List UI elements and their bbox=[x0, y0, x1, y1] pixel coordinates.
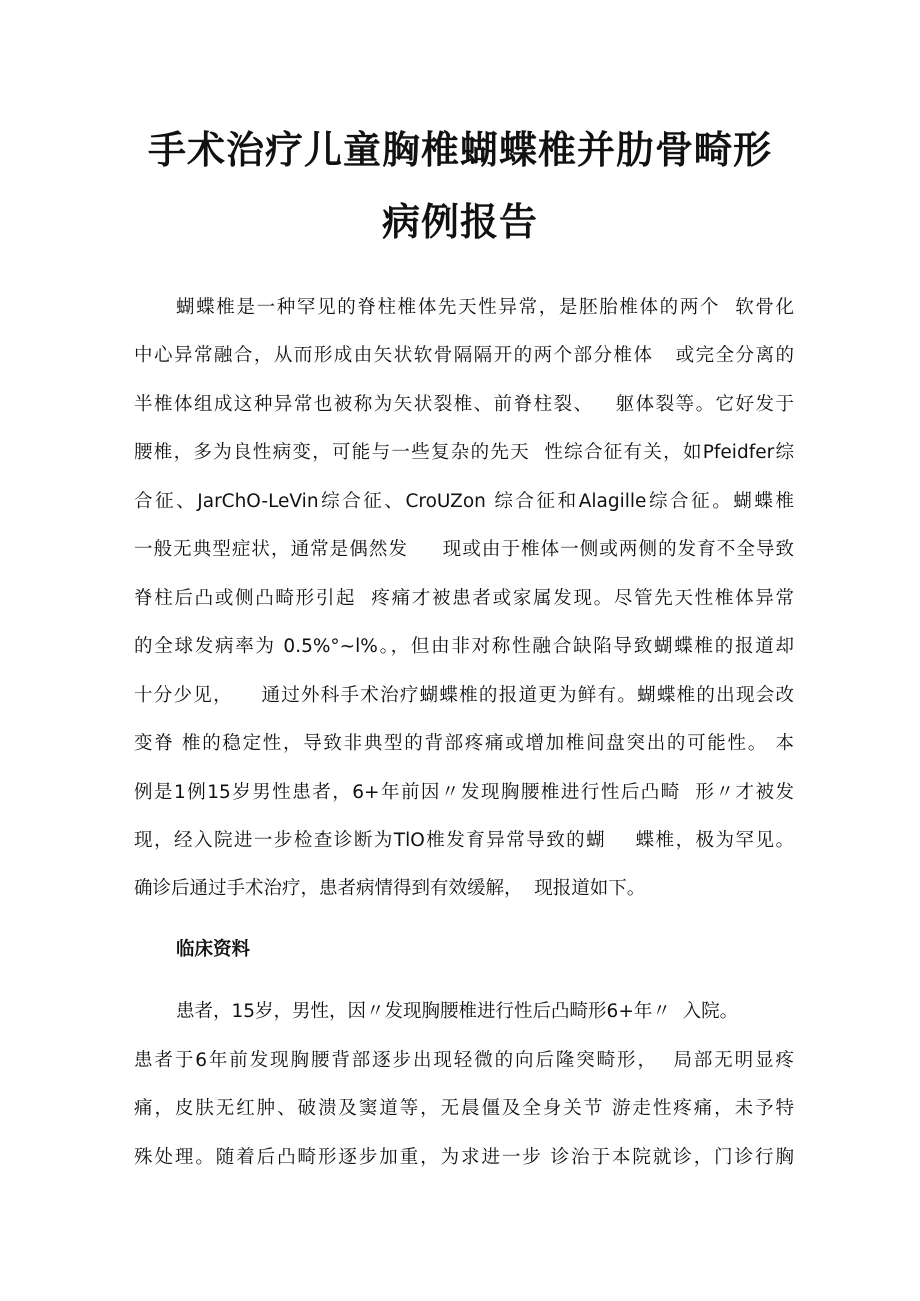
paragraph-line: 现，经入院进一步检查诊断为TlO椎发育异常导致的蝴 蝶椎，极为罕见。 bbox=[134, 830, 794, 851]
paragraph-line: 确诊后通过手术治疗，患者病情得到有效缓解， 现报道如下。 bbox=[134, 878, 646, 899]
paragraph-line: 殊处理。随着后凸畸形逐步加重，为求进一步 诊治于本院就诊，门诊行胸 bbox=[134, 1147, 794, 1168]
document-title-line-1: 手术治疗儿童胸椎蝴蝶椎并肋骨畸形 bbox=[147, 128, 772, 172]
paragraph-line: 例是1例15岁男性患者，6+年前因〃发现胸腰椎进行性后凸畸 形〃才被发 bbox=[134, 782, 794, 803]
paragraph-line: 腰椎，多为良性病变，可能与一些复杂的先天 性综合征有关，如Pfeidfer综 bbox=[134, 442, 794, 463]
paragraph-line: 半椎体组成这种异常也被称为矢状裂椎、前脊柱裂、 躯体裂等。它好发于 bbox=[134, 394, 794, 415]
paragraph-line: 蝴蝶椎是一种罕见的脊柱椎体先天性异常，是胚胎椎体的两个 软骨化 bbox=[176, 297, 794, 318]
paragraph-line: 中心异常融合，从而形成由矢状软骨隔隔开的两个部分椎体 或完全分离的 bbox=[134, 345, 794, 366]
document-title-line-2: 病例报告 bbox=[381, 200, 538, 244]
paragraph-line: 合征、JarChO-LeVin综合征、CroUZon 综合征和Alagille综合征。蝴蝶椎 bbox=[134, 491, 794, 512]
paragraph-line: 脊柱后凸或侧凸畸形引起 疼痛才被患者或家属发现。尽管先天性椎体异常 bbox=[134, 588, 794, 609]
paragraph-line: 的全球发病率为 0.5%°~l%。，但由非对称性融合缺陷导致蝴蝶椎的报道却 bbox=[134, 636, 794, 657]
paragraph-line: 一般无典型症状，通常是偶然发 现或由于椎体一侧或两侧的发育不全导致 bbox=[134, 539, 794, 560]
paragraph-line: 变脊 椎的稳定性，导致非典型的背部疼痛或增加椎间盘突出的可能性。 本 bbox=[134, 733, 794, 754]
paragraph-line: 患者于6年前发现胸腰背部逐步出现轻微的向后隆突畸形， 局部无明显疼 bbox=[134, 1050, 794, 1071]
paragraph-line: 痛，皮肤无红肿、破溃及窦道等，无晨僵及全身关节 游走性疼痛，未予特 bbox=[134, 1098, 794, 1119]
section-heading: 临床资料 bbox=[176, 939, 251, 960]
paragraph-line: 患者，15岁，男性，因〃发现胸腰椎进行性后凸畸形6+年〃 入院。 bbox=[176, 1001, 739, 1022]
paragraph-line: 十分少见， 通过外科手术治疗蝴蝶椎的报道更为鲜有。蝴蝶椎的出现会改 bbox=[134, 685, 794, 706]
